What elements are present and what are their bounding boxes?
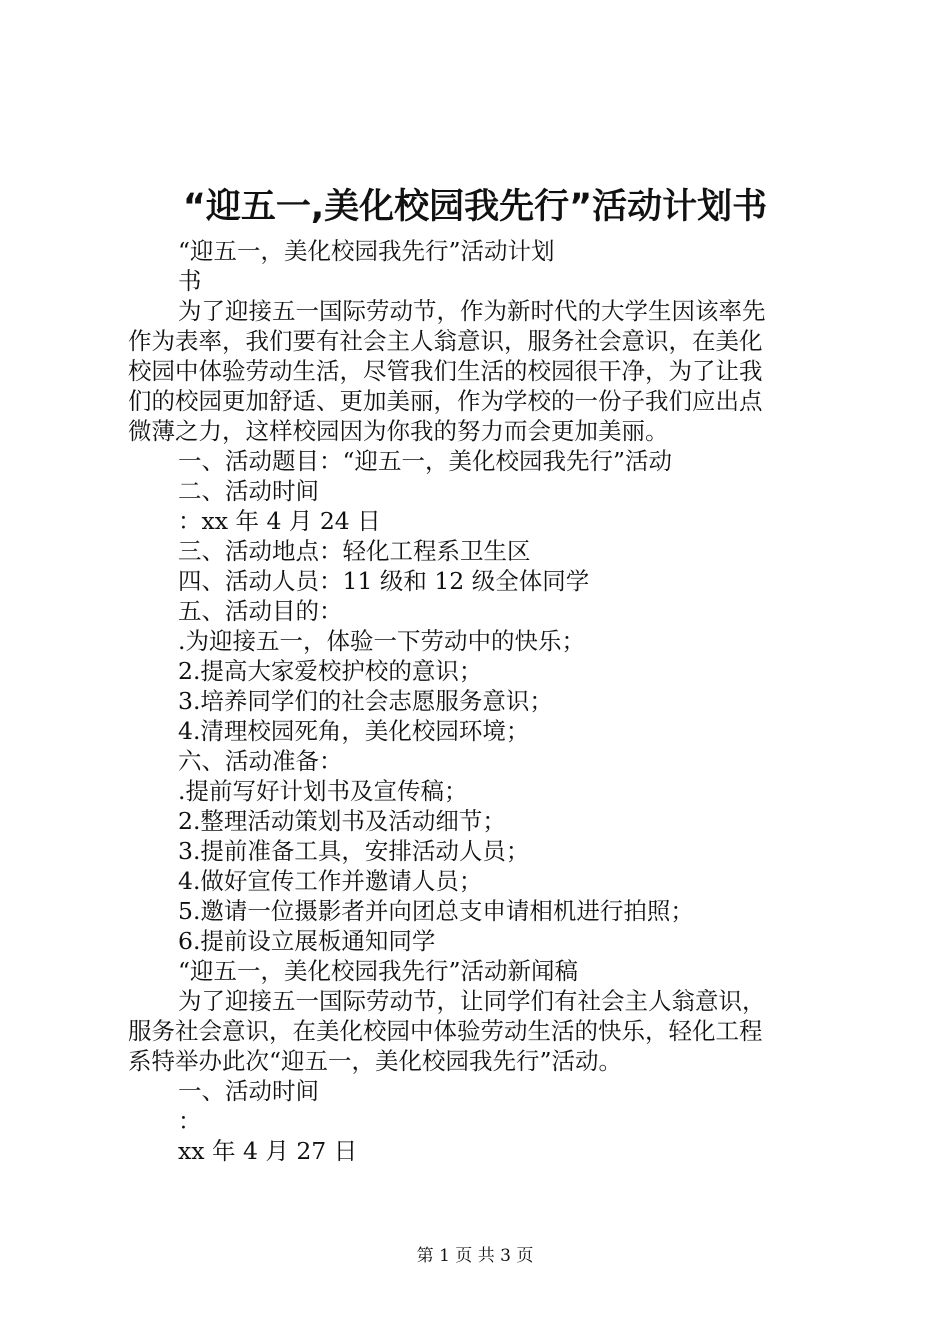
section-heading: 一、活动题目：“迎五一，美化校园我先行”活动 (178, 447, 673, 475)
paragraph-line: 为了迎接五一国际劳动节，让同学们有社会主人翁意识， (178, 987, 766, 1015)
paragraph-line: 为了迎接五一国际劳动节，作为新时代的大学生因该率先 (178, 297, 766, 325)
paragraph-line: ： (178, 1107, 202, 1135)
section-heading: 一、活动时间 (178, 1077, 319, 1105)
paragraph-line: 校园中体验劳动生活，尽管我们生活的校园很干净，为了让我 (128, 357, 763, 385)
paragraph-line: ：xx 年 4 月 24 日 (178, 507, 381, 535)
page-footer: 第 1 页 共 3 页 (416, 1246, 534, 1266)
list-item: 6.提前设立展板通知同学 (178, 927, 436, 955)
paragraph-line: “迎五一，美化校园我先行”活动计划 (178, 237, 555, 265)
list-item: 4.清理校园死角，美化校园环境； (178, 717, 530, 745)
list-item: .提前写好计划书及宣传稿； (178, 777, 468, 805)
list-item: 5.邀请一位摄影者并向团总支申请相机进行拍照； (178, 897, 694, 925)
list-item: 3.提前准备工具，安排活动人员； (178, 837, 530, 865)
paragraph-line: 系特举办此次“迎五一，美化校园我先行”活动。 (128, 1047, 623, 1075)
paragraph-line: 微薄之力，这样校园因为你我的努力而会更加美丽。 (128, 417, 669, 445)
document-body (128, 236, 833, 1166)
document-title: “迎五一,美化校园我先行”活动计划书 (182, 187, 768, 227)
paragraph-line: 服务社会意识，在美化校园中体验劳动生活的快乐，轻化工程 (128, 1017, 763, 1045)
paragraph-line: xx 年 4 月 27 日 (178, 1137, 358, 1165)
section-heading: 五、活动目的： (178, 597, 343, 625)
list-item: .为迎接五一，体验一下劳动中的快乐； (178, 627, 585, 655)
list-item: 4.做好宣传工作并邀请人员； (178, 867, 483, 895)
list-item: 2.提高大家爱校护校的意识； (178, 657, 483, 685)
list-item: 3.培养同学们的社会志愿服务意识； (178, 687, 553, 715)
paragraph-line: 书 (178, 267, 202, 295)
paragraph-line: 们的校园更加舒适、更加美丽，作为学校的一份子我们应出点 (128, 387, 763, 415)
list-item: 2.整理活动策划书及活动细节； (178, 807, 506, 835)
section-heading: 四、活动人员：11 级和 12 级全体同学 (178, 567, 590, 595)
section-heading: 二、活动时间 (178, 477, 319, 505)
paragraph-line: 作为表率，我们要有社会主人翁意识，服务社会意识，在美化 (128, 327, 763, 355)
section-heading: 六、活动准备： (178, 747, 343, 775)
section-heading: 三、活动地点：轻化工程系卫生区 (178, 537, 531, 565)
section-heading: “迎五一，美化校园我先行”活动新闻稿 (178, 957, 579, 985)
